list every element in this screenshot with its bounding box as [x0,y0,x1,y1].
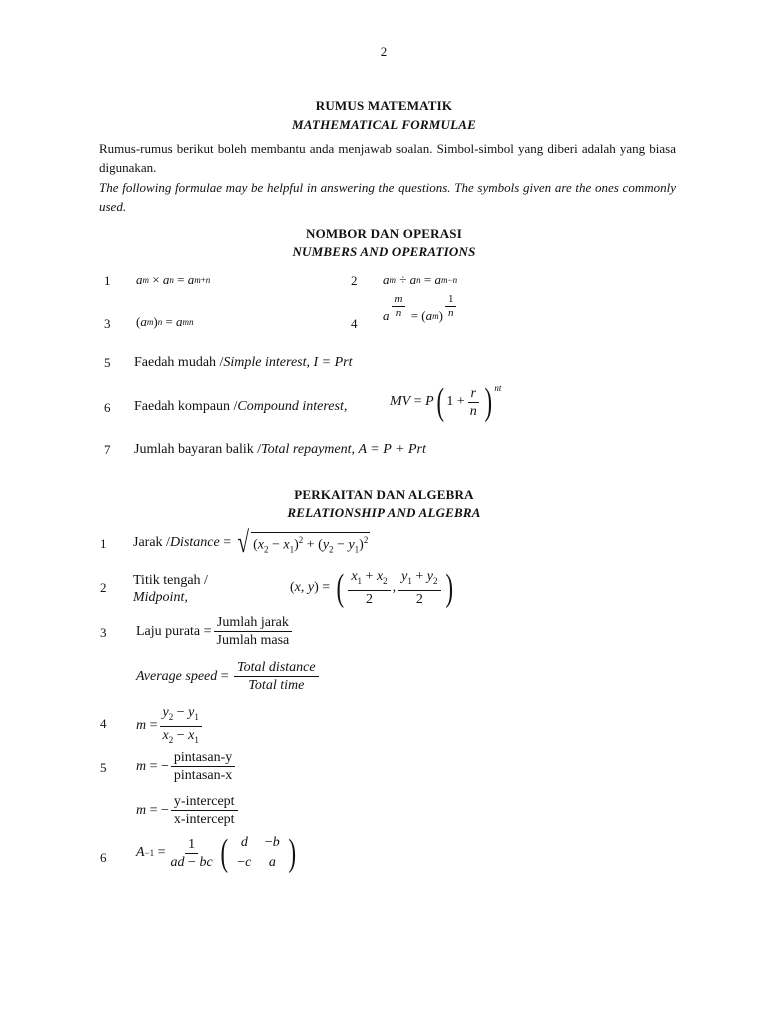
title-english: MATHEMATICAL FORMULAE [292,117,476,132]
intro-english: The following formulae may be helpful in answering the questions. The symbols given are the ones commonly used. [99,180,676,214]
simple-interest-label-malay: Faedah mudah / [134,355,224,370]
formula-number: 6 [104,400,111,415]
section1-title-english: NUMBERS AND OPERATIONS [292,244,476,259]
formula-simple-interest [134,355,353,371]
formula-index-multiply: a m × a n = a m+n [136,272,211,287]
formula-average-speed-malay [136,614,294,649]
formula-inverse-matrix: A −1 = $\frac{1}{ad - bc}$ ( d −b −c a ) [136,832,297,874]
gradient-denominator-malay: pintasan-x [173,768,233,783]
distance-label-malay: Jarak / [133,535,170,550]
section2-title-malay: PERKAITAN DAN ALGEBRA [294,487,474,502]
formula-number: 7 [104,442,111,457]
formula-gradient-intercept-malay: m = − $\frac{\text{pintasan-y}}{\text{pintasan-x}}$ [136,749,237,784]
average-speed-denominator-english: Total time [248,678,305,693]
total-repayment-formula: A = P + Prt [358,442,426,457]
formula-number: 3 [104,316,111,331]
section1-title-malay: NOMBOR DAN OPERASI [306,226,462,241]
formula-number: 1 [100,536,107,551]
formula-number: 6 [100,850,107,865]
average-speed-denominator-malay: Jumlah masa [216,633,290,648]
simple-interest-label-english: Simple interest, [223,355,310,370]
gradient-denominator-english: x-intercept [173,812,235,827]
midpoint-label-malay: Titik tengah / [133,573,208,588]
formula-fractional-index: a $\frac{m}{n}$ = ( a m ) $\frac{1}{n}$ [383,302,458,329]
formula-index-power: ( a m ) n = a mn [136,314,194,329]
section2-title-english: RELATIONSHIP AND ALGEBRA [287,505,481,520]
formula-distance: Jarak / Distance = √ $(x_2 - x_1)^2 + (y_2 - y_1)^2$ [133,526,369,559]
formula-compound-interest: MV = P ( 1 + $\frac{r}{n}$ ) $^{nt}$ [390,381,502,423]
formula-number: 2 [100,580,107,595]
average-speed-numerator-english: Total distance [234,659,318,677]
title-malay: RUMUS MATEMATIK [315,98,453,113]
intro-malay: Rumus-rumus berikut boleh membantu anda menjawab soalan. Simbol-simbol yang diberi adalah yang biasa digunakan. [99,141,676,175]
formula-index-divide: a m ÷ a n = a m−n [383,272,458,287]
formula-number: 4 [351,316,358,331]
midpoint-label [133,572,208,606]
compound-interest-label-english: Compound interest, [237,399,348,414]
total-repayment-label-malay: Jumlah bayaran balik / [134,442,262,457]
formula-gradient: m = $\frac{y_2 - y_1}{x_2 - x_1}$ [136,704,204,749]
formula-midpoint: ( x , y ) = ( $\frac{x_1 + x_2}{2}$ , $\frac{y_1 + y_2}{2}$ ) [290,566,453,609]
formula-number: 5 [104,355,111,370]
formula-number: 3 [100,625,107,640]
compound-interest-label-malay: Faedah kompaun / [134,399,238,414]
page-number: 2 [380,44,388,59]
formula-number: 4 [100,716,107,731]
formula-gradient-intercept-english: m = − $\frac{\text{y-intercept}}{\text{x-intercept}}$ [136,793,240,828]
formula-average-speed-english: Average speed = $\frac{\text{Total distance}}{\text{Total time}}$ [136,659,321,694]
formula-number: 1 [104,273,111,288]
average-speed-numerator-malay: Jumlah jarak [214,614,292,632]
gradient-numerator-english: y-intercept [171,793,238,811]
midpoint-label-english: Midpoint, [133,590,188,605]
simple-interest-formula: I = Prt [313,355,353,370]
compound-interest-label [134,399,347,415]
total-repayment-label-english: Total repayment, [261,442,355,457]
formula-number: 5 [100,760,107,775]
average-speed-label-english: Average speed [136,668,218,684]
average-speed-label-malay: Laju purata = [136,623,212,639]
formula-total-repayment [134,442,426,458]
formula-number: 2 [351,273,358,288]
distance-label-english: Distance [169,535,220,550]
gradient-numerator-malay: pintasan-y [171,749,235,767]
